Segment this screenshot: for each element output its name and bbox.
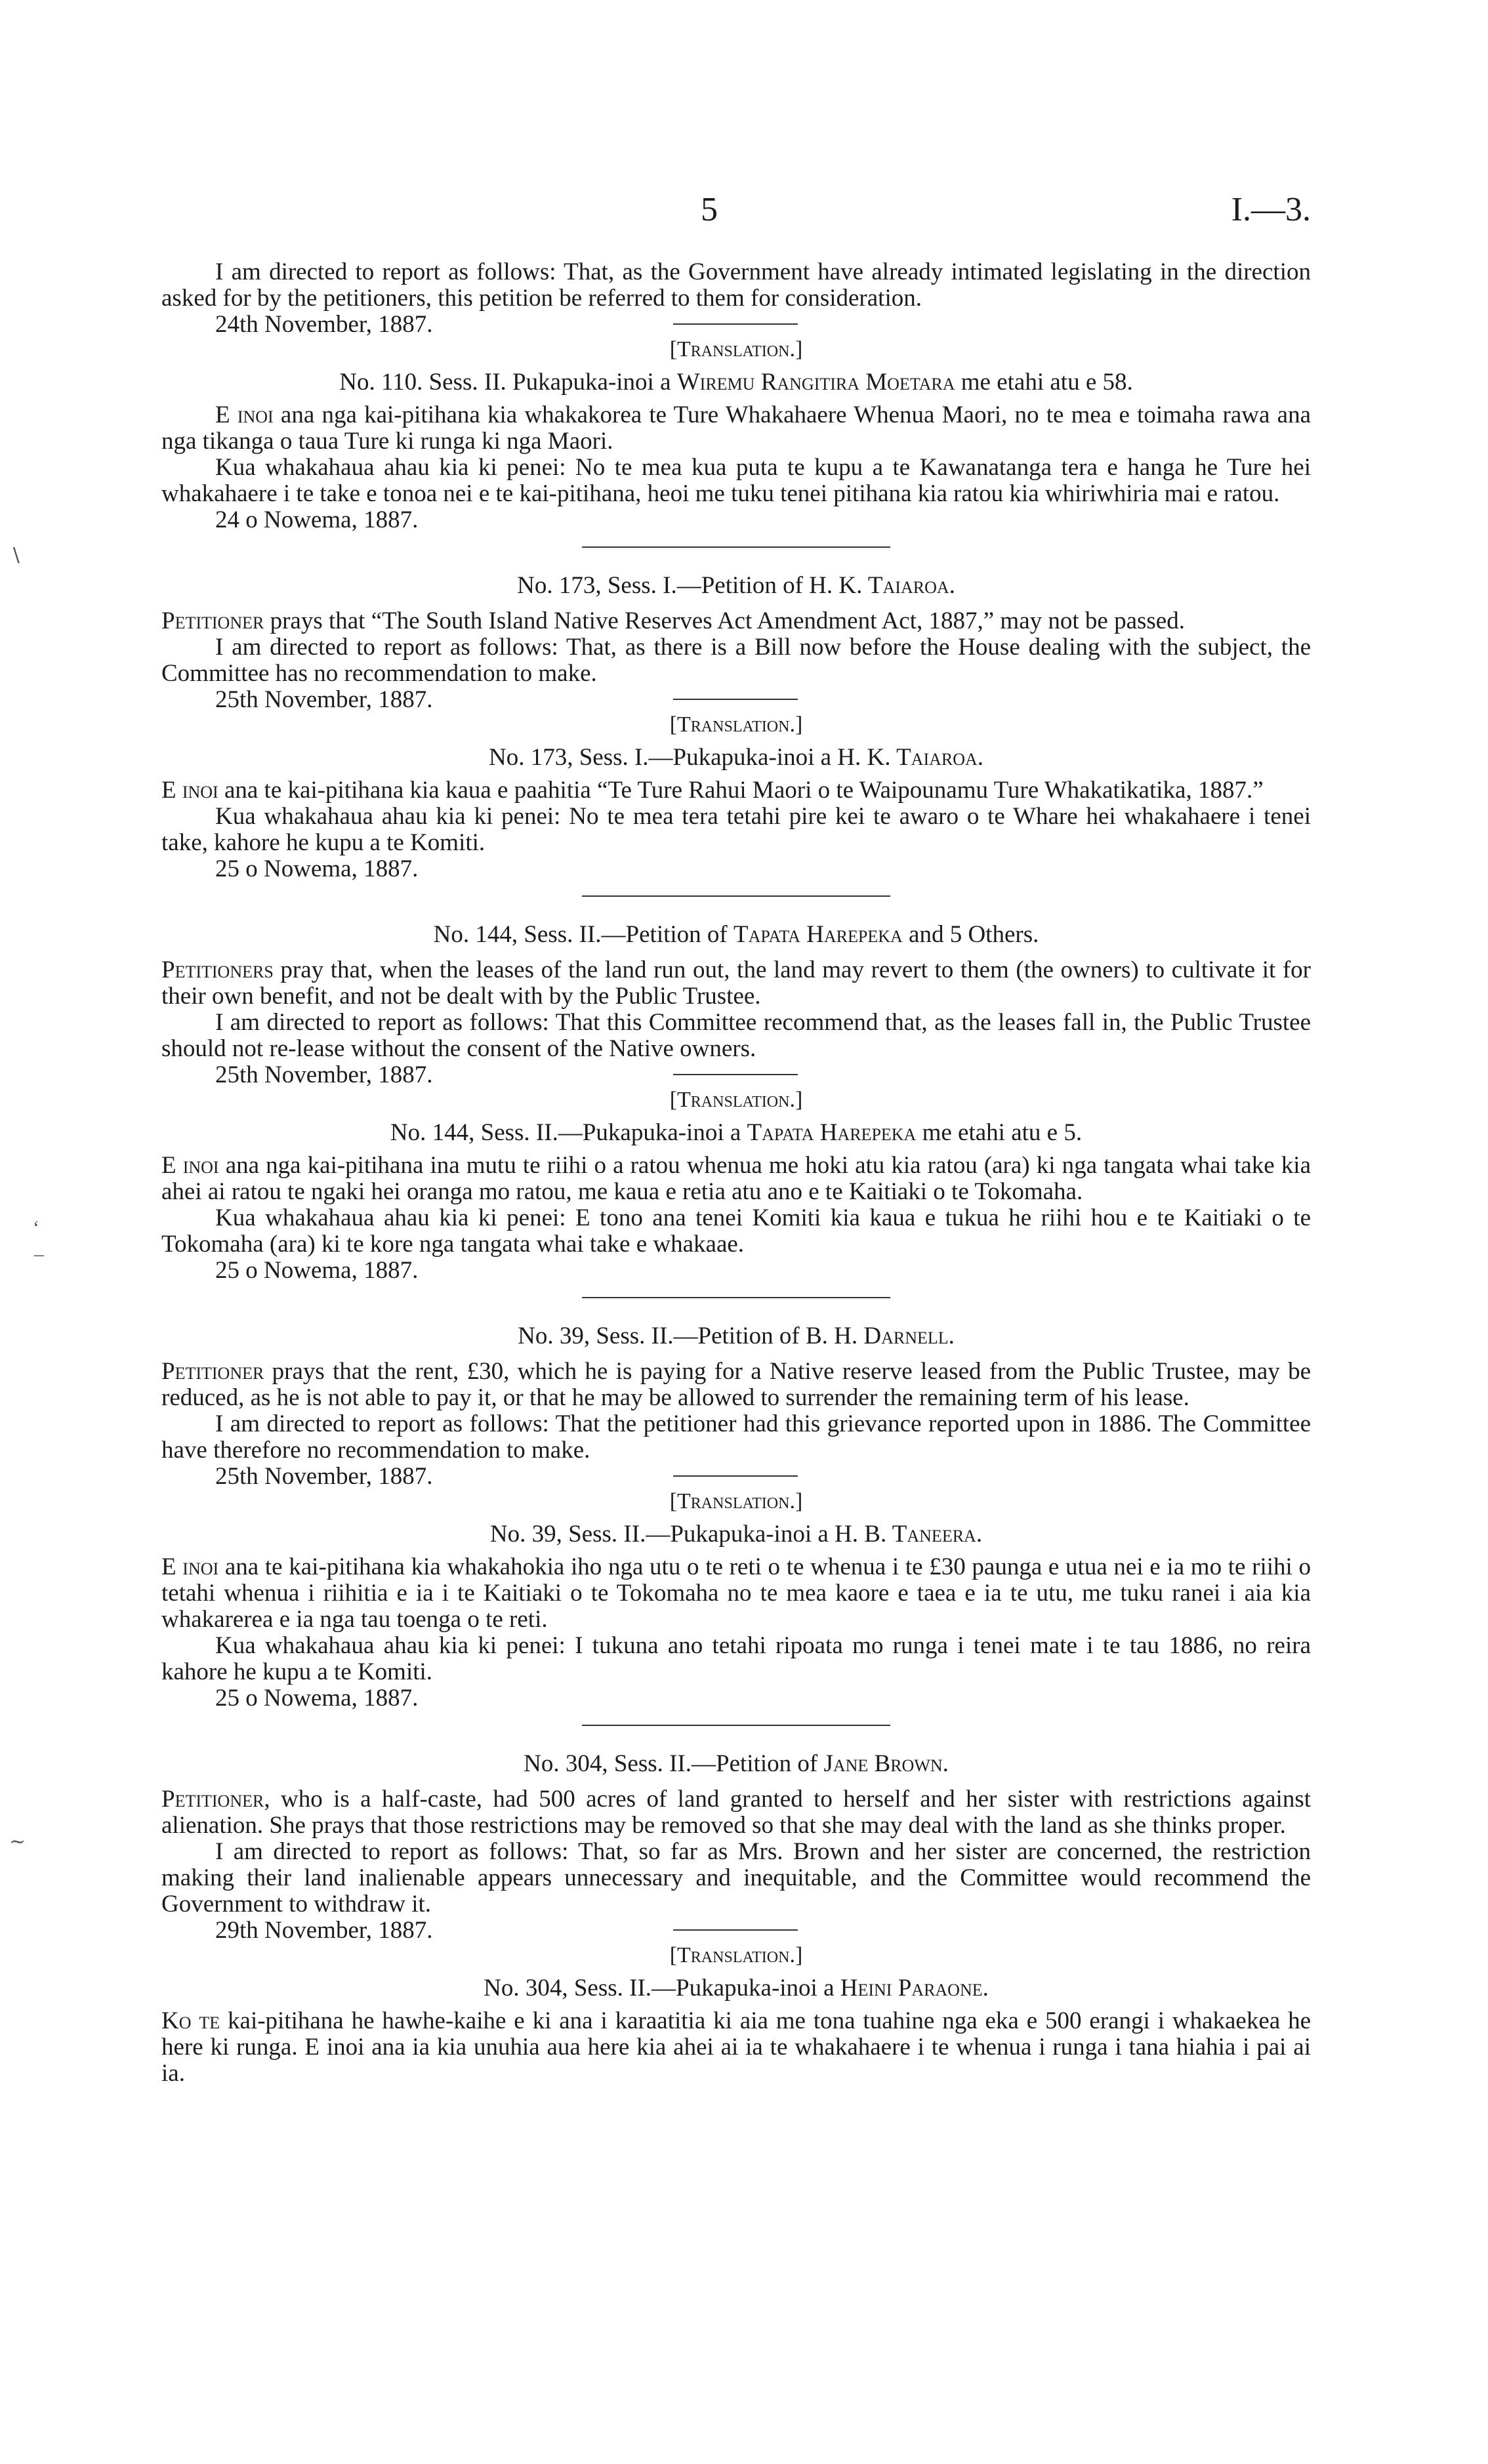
document-reference: I.—3. <box>1231 191 1311 228</box>
translation-title: No. 173, Sess. I.—Pukapuka-inoi a H. K. Taiaroa. <box>488 744 984 771</box>
petition-entry <box>161 259 1311 548</box>
translated-date: 25 o Nowema, 1887. <box>215 1257 419 1284</box>
section-divider <box>582 546 890 548</box>
committee-report: I am directed to report as follows: That, so far as Mrs. Brown and her sister are concerned, the restriction making their land inalienable appears unnecessary and inequitable, and the Committee would recommend the Government to withdraw it. <box>161 1838 1311 1918</box>
petition-text: Petitioner prays that the rent, £30, which he is paying for a Native reserve leased from the Public Trustee, may be reduced, as he is not able to pay it, or that he may be allowed to surrender the remaining term of his lease. <box>161 1358 1312 1411</box>
translation-title: No. 144, Sess. II.—Pukapuka-inoi a Tapata Harepeka me etahi atu e 5. <box>390 1119 1083 1146</box>
translated-petition: E inoi ana nga kai-pitihana ina mutu te riihi o a ratou whenua me hoki atu kia ratou (ara) ki nga tangata whai take kia ahei ai ratou te ngaki hei oranga mo ratou, me kaua e retia atu ano e te Kaitiaki o te Tokomaha. <box>161 1152 1311 1205</box>
committee-report: I am directed to report as follows: That the petitioner had this grievance reported upon in 1886. The Committee have therefore no recommendation to make. <box>161 1410 1311 1464</box>
short-rule <box>673 1074 798 1075</box>
petition-title: No. 304, Sess. II.—Petition of Jane Brown. <box>524 1750 949 1777</box>
translated-date: 25 o Nowema, 1887. <box>215 1685 419 1712</box>
translated-petition: Ko te kai-pitihana he hawhe-kaihe e ki ana i karaatitia ki aia me tona tuahine nga eka e 500 erangi i whakaekea he here ki runga. E inoi ana ia kia unuhia aua here kia ahei ai ia te whakahaere i te whenua i runga i tana hiahia i pai ai ia. <box>161 2007 1311 2087</box>
margin-scan-mark: – <box>34 1243 44 1265</box>
short-rule <box>673 1475 798 1477</box>
committee-report: I am directed to report as follows: That, as the Government have already intimated legislating in the direction asked for by the petitioners, this petition be referred to them for consideration. <box>161 258 1311 312</box>
translated-date: 24 o Nowema, 1887. <box>215 506 419 533</box>
translated-report: Kua whakahaua ahau kia ki penei: No te mea kua puta te kupu a te Kawanatanga tera e hanga he Ture hei whakahaere i te take e tonoa nei e te kai-pitihana, heoi me tuku tenei pitihana kia ratou kia whiriwhiria mai e ratou. <box>161 454 1311 507</box>
report-date: 29th November, 1887. <box>215 1917 433 1944</box>
short-rule <box>673 1929 798 1931</box>
translated-report: Kua whakahaua ahau kia ki penei: No te mea tera tetahi pire kei te awaro o te Whare hei whakahaere i tenei take, kahore he kupu a te Komiti. <box>161 803 1311 856</box>
translated-petition: E inoi ana nga kai-pitihana kia whakakorea te Ture Whakahaere Whenua Maori, no te mea e toimaha rawa ana nga tikanga o taua Ture ki runga ki nga Maori. <box>161 401 1311 455</box>
short-rule <box>673 323 798 325</box>
petition-text: Petitioner, who is a half-caste, had 500 acres of land granted to herself and her sister with restrictions against alienation. She prays that those restrictions may be removed so that she may deal with the land as she thinks proper. <box>161 1786 1311 1839</box>
petition-entry <box>161 922 1311 1298</box>
petition-entry <box>161 573 1311 897</box>
translated-petition: E inoi ana te kai-pitihana kia kaua e paahitia “Te Ture Rahui Maori o te Waipounamu Ture Whakatikatika, 1887.” <box>161 777 1264 804</box>
short-rule <box>673 699 798 700</box>
translation-label: [Translation.] <box>669 337 803 361</box>
translation-label: [Translation.] <box>669 712 803 737</box>
section-divider <box>582 1297 890 1298</box>
petition-text: Petitioners pray that, when the leases of the land run out, the land may revert to them (the owners) to cultivate it for their own benefit, and not be dealt with by the Public Trustee. <box>161 956 1312 1010</box>
petition-entry <box>161 1751 1311 2087</box>
margin-scan-mark: ∼ <box>9 1831 26 1853</box>
petition-title: No. 144, Sess. II.—Petition of Tapata Harepeka and 5 Others. <box>433 921 1039 948</box>
petition-title: No. 173, Sess. I.—Petition of H. K. Taiaroa. <box>517 572 955 599</box>
section-divider <box>582 895 890 897</box>
report-date: 25th November, 1887. <box>215 686 433 713</box>
petition-entry <box>161 1323 1311 1726</box>
translation-title: No. 110. Sess. II. Pukapuka-inoi a Wiremu Rangitira Moetara me etahi atu e 58. <box>339 369 1133 396</box>
page-number: 5 <box>701 191 718 228</box>
committee-report: I am directed to report as follows: That this Committee recommend that, as the leases fall in, the Public Trustee should not re-lease without the consent of the Native owners. <box>161 1009 1311 1062</box>
translated-report: Kua whakahaua ahau kia ki penei: I tukuna ano tetahi ripoata mo runga i tenei mate i te tau 1886, no reira kahore he kupu a te Komiti. <box>161 1632 1311 1685</box>
translated-petition: E inoi ana te kai-pitihana kia whakahokia iho nga utu o te reti o te whenua i te £30 paunga e utua nei e ia mo te riihi o tetahi whenua i riihitia e ia i te Kaitiaki o te Tokomaha no te mea kaore e taea e ia te utu, me tuku ranei i aia kia whakarerea e ia nga tau toenga o te reti. <box>161 1553 1311 1633</box>
translation-label: [Translation.] <box>669 1489 803 1513</box>
translation-label: [Translation.] <box>669 1088 803 1112</box>
translated-date: 25 o Nowema, 1887. <box>215 855 419 882</box>
report-date: 24th November, 1887. <box>215 311 433 338</box>
margin-scan-mark: ‘ <box>33 1217 39 1239</box>
petition-text: Petitioner prays that “The South Island Native Reserves Act Amendment Act, 1887,” may not be passed. <box>161 607 1185 634</box>
petition-title: No. 39, Sess. II.—Petition of B. H. Darnell. <box>518 1323 955 1349</box>
translated-report: Kua whakahaua ahau kia ki penei: E tono ana tenei Komiti kia kaua e tukua he riihi hou e te Kaitiaki o te Tokomaha (ara) ki te kore nga tangata whai take e whakaae. <box>161 1204 1311 1258</box>
report-date: 25th November, 1887. <box>215 1463 433 1490</box>
document-body <box>161 259 1311 2087</box>
translation-title: No. 304, Sess. II.—Pukapuka-inoi a Heini Paraone. <box>484 1975 989 2002</box>
margin-scan-mark: ∖ <box>9 545 22 567</box>
committee-report: I am directed to report as follows: That, as there is a Bill now before the House dealing with the subject, the Committee has no recommendation to make. <box>161 634 1311 687</box>
page-header <box>0 190 1488 236</box>
translation-label: [Translation.] <box>669 1943 803 1967</box>
report-date: 25th November, 1887. <box>215 1061 433 1088</box>
section-divider <box>582 1725 890 1726</box>
translation-title: No. 39, Sess. II.—Pukapuka-inoi a H. B. Taneera. <box>489 1521 983 1548</box>
